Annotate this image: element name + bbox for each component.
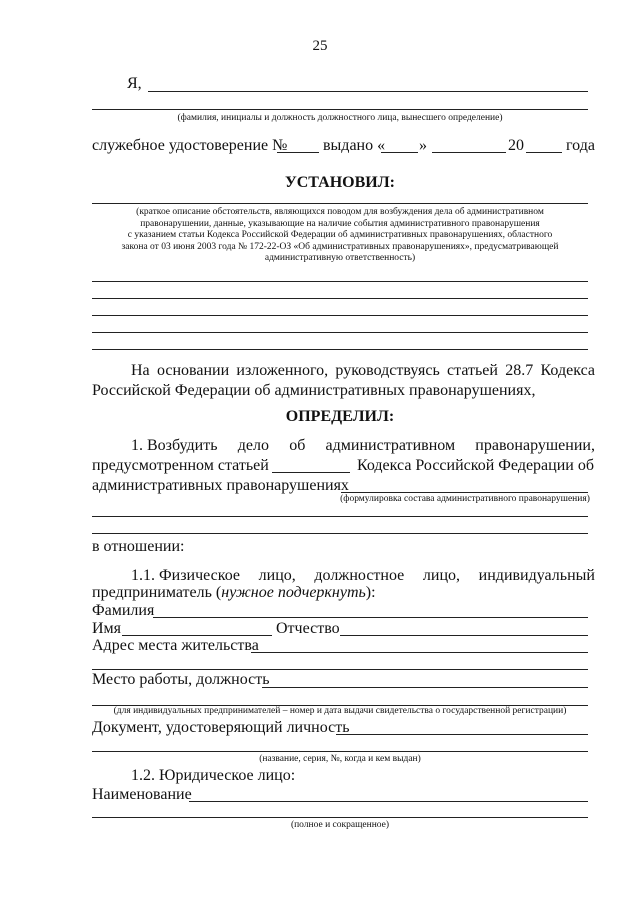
underline-hint: нужное подчеркнуть: [221, 584, 366, 601]
issued-year-line[interactable]: [526, 152, 562, 153]
violation-line-2[interactable]: [92, 516, 588, 517]
basis-line-2: Российской Федерации об административных правонарушениях,: [92, 382, 536, 399]
individual-line-2: предприниматель (нужное подчеркнуть):: [92, 584, 376, 601]
i-label: Я,: [127, 75, 142, 92]
legal-name-caption: (полное и сокращенное): [290, 820, 390, 830]
patronymic-label: Отчество: [276, 620, 340, 637]
surname-label: Фамилия: [92, 602, 155, 619]
description-line-1[interactable]: [92, 281, 588, 282]
certificate-prefix: служебное удостоверение №: [92, 137, 288, 154]
legal-name-label: Наименование: [92, 786, 192, 803]
name-label: Имя: [92, 620, 122, 637]
official-position-line[interactable]: [92, 109, 588, 110]
year-prefix: 20: [508, 137, 524, 154]
item1-caption: (формулировка состава административного правонарушения): [340, 494, 590, 504]
official-name-line[interactable]: [148, 91, 588, 92]
regarding-label: в отношении:: [92, 538, 185, 555]
address-field[interactable]: [251, 652, 588, 653]
surname-field[interactable]: [153, 617, 588, 618]
description-line-2[interactable]: [92, 298, 588, 299]
issued-month-line[interactable]: [432, 152, 506, 153]
item1-line-2b: Кодекса Российской Федерации об: [357, 457, 594, 474]
address-field-2[interactable]: [92, 669, 588, 670]
item1-line-3: административных правонарушениях: [92, 477, 349, 494]
id-caption: (название, серия, №, когда и кем выдан): [259, 754, 421, 764]
issued-label: выдано «: [323, 137, 386, 154]
id-document-label: Документ, удостоверяющий личность: [92, 719, 350, 736]
violation-wording-line[interactable]: [341, 492, 588, 493]
id-document-field[interactable]: [336, 734, 588, 735]
address-label: Адрес места жительства: [92, 637, 259, 654]
official-caption: (фамилия, инициалы и должность должностного лица, вынесшего определение): [177, 113, 503, 123]
workplace-label: Место работы, должность: [92, 671, 270, 688]
description-line-4[interactable]: [92, 332, 588, 333]
id-document-field-2[interactable]: [92, 751, 588, 752]
workplace-field[interactable]: [262, 687, 588, 688]
established-caption: (краткое описание обстоятельств, являющихся поводом для возбуждения дела об административном правонарушении, данные, указывающие на наличие события административного правонарушения с указанием статьи Кодекса Российской Федерации об административных правонарушениях, областного закона от 03 июня 2003 года № 172-22-ОЗ «Об административных правонарушениях», предусматривающей административную ответственность): [121, 207, 559, 263]
determined-heading: ОПРЕДЕЛИЛ:: [285, 408, 395, 425]
issued-quote-close: »: [419, 137, 427, 154]
established-line[interactable]: [92, 203, 588, 204]
page-number: 25: [312, 38, 328, 54]
individual-line-1: 1.1. Физическое лицо, должностное лицо, индивидуальный: [131, 567, 595, 584]
name-field[interactable]: [122, 635, 272, 636]
patronymic-field[interactable]: [340, 635, 588, 636]
item1-line-2a: предусмотренном статьей: [92, 457, 269, 474]
legal-name-field[interactable]: [189, 801, 588, 802]
legal-entity-heading: 1.2. Юридическое лицо:: [131, 767, 296, 784]
description-line-3[interactable]: [92, 315, 588, 316]
ip-caption: (для индивидуальных предпринимателей – номер и дата выдачи свидетельства о государственной регистрации): [113, 706, 567, 716]
item1-line-1: 1. Возбудить дело об административном правонарушении,: [131, 437, 595, 454]
legal-name-field-2[interactable]: [92, 817, 588, 818]
certificate-number-line[interactable]: [277, 152, 319, 153]
established-heading: УСТАНОВИЛ:: [285, 174, 395, 191]
violation-line-3[interactable]: [92, 533, 588, 534]
description-line-5[interactable]: [92, 349, 588, 350]
article-number-line[interactable]: [272, 472, 350, 473]
basis-line-1: На основании изложенного, руководствуясь статьей 28.7 Кодекса: [131, 362, 595, 379]
issued-day-line[interactable]: [381, 152, 418, 153]
year-suffix: года: [566, 137, 595, 154]
